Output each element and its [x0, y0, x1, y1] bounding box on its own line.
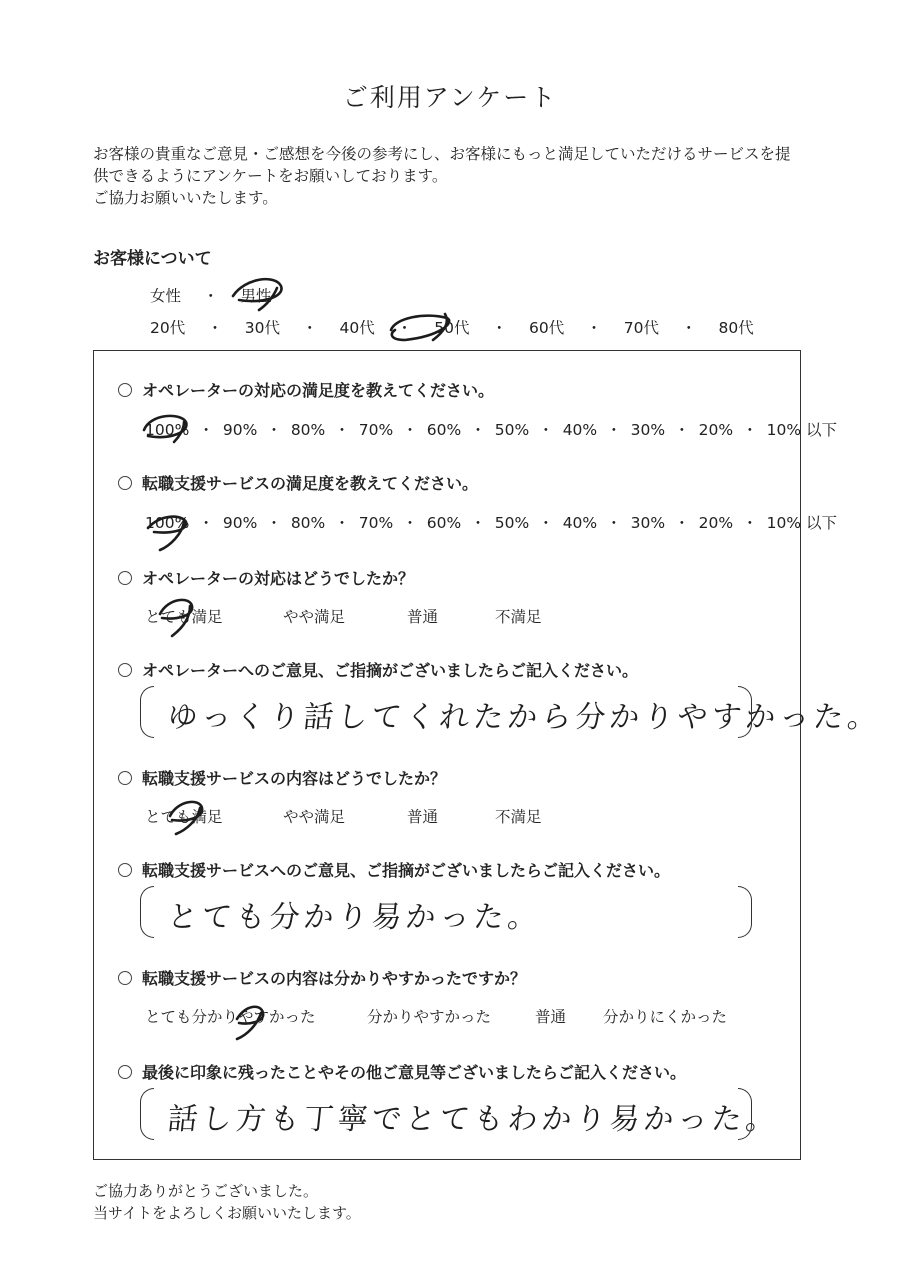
separator: ・ [198, 514, 214, 532]
circle-bullet-icon [118, 476, 132, 490]
circle-bullet-icon [118, 971, 132, 985]
question-text: オペレーターの対応の満足度を教えてください。 [142, 381, 495, 400]
percent-options-q1 [145, 418, 837, 440]
percent-option[interactable]: 10% 以下 [766, 514, 837, 532]
separator: ・ [334, 514, 350, 532]
satisfaction-option[interactable]: とても満足 [145, 608, 223, 626]
question-text: オペレーターへのご意見、ご指摘がございましたらご記入ください。 [142, 661, 639, 680]
percent-option[interactable]: 50% [494, 421, 530, 439]
separator: ・ [301, 319, 318, 337]
clarity-option[interactable]: とても分かりやすかった [145, 1008, 316, 1026]
satisfaction-options-q3 [145, 605, 745, 627]
right-bracket [738, 886, 752, 938]
right-bracket [738, 686, 752, 738]
question-8 [118, 1060, 686, 1083]
age-option[interactable]: 20代 [150, 319, 186, 337]
percent-option[interactable]: 50% [494, 514, 530, 532]
separator: ・ [402, 421, 418, 439]
separator: ・ [680, 319, 697, 337]
age-option[interactable]: 70代 [623, 319, 659, 337]
age-option[interactable]: 30代 [244, 319, 280, 337]
right-bracket [738, 1088, 752, 1140]
separator: ・ [266, 514, 282, 532]
percent-option[interactable]: 40% [562, 514, 598, 532]
percent-option[interactable]: 70% [358, 514, 394, 532]
left-bracket [140, 686, 154, 738]
separator: ・ [266, 421, 282, 439]
percent-option[interactable]: 30% [630, 514, 666, 532]
question-text: 転職支援サービスへのご意見、ご指摘がございましたらご記入ください。 [142, 861, 671, 880]
separator: ・ [470, 421, 486, 439]
answer-box-q6[interactable] [140, 886, 752, 938]
satisfaction-options-q5 [145, 805, 745, 827]
separator: ・ [742, 514, 758, 532]
answer-box-q8[interactable] [140, 1088, 782, 1140]
left-bracket [140, 1088, 154, 1140]
circle-bullet-icon [118, 383, 132, 397]
percent-option[interactable]: 80% [290, 421, 326, 439]
question-5 [118, 766, 446, 789]
age-option[interactable]: 40代 [339, 319, 375, 337]
separator: ・ [396, 319, 413, 337]
separator: ・ [606, 514, 622, 532]
separator: ・ [674, 421, 690, 439]
handwritten-answer: ゆっくり話してくれたから分かりやすかった。 [165, 700, 884, 735]
age-option[interactable]: 50代 [434, 319, 470, 337]
satisfaction-option[interactable]: 不満足 [495, 808, 542, 826]
question-text: 転職支援サービスの内容は分かりやすかったですか？ [142, 969, 527, 988]
percent-option[interactable]: 10% 以下 [766, 421, 837, 439]
closing-text [93, 1180, 361, 1224]
closing-line: 当サイトをよろしくお願いいたします。 [93, 1204, 361, 1222]
question-4 [118, 658, 638, 681]
separator: ・ [606, 421, 622, 439]
percent-option[interactable]: 80% [290, 514, 326, 532]
satisfaction-option[interactable]: やや満足 [283, 808, 346, 826]
closing-line: ご協力ありがとうございました。 [93, 1182, 319, 1200]
left-bracket [140, 886, 154, 938]
satisfaction-option[interactable]: 普通 [407, 608, 439, 626]
handwritten-answer: 話し方も丁寧でとてもわかり易かった。 [165, 1102, 782, 1137]
intro-line: 供できるようにアンケートをお願いしております。 [93, 167, 448, 185]
answer-box-q4[interactable] [140, 686, 884, 738]
separator: ・ [674, 514, 690, 532]
separator: ・ [207, 319, 223, 337]
age-option[interactable]: 80代 [718, 319, 754, 337]
percent-option[interactable]: 70% [358, 421, 394, 439]
satisfaction-option[interactable]: とても満足 [145, 808, 223, 826]
percent-option[interactable]: 60% [426, 421, 462, 439]
question-1 [118, 378, 494, 401]
satisfaction-option[interactable]: やや満足 [283, 608, 346, 626]
circle-bullet-icon [118, 1065, 132, 1079]
gender-option-male[interactable]: 男性 [240, 287, 272, 305]
separator: ・ [203, 287, 219, 305]
question-6 [118, 858, 670, 881]
percent-option[interactable]: 100% [145, 421, 190, 439]
gender-options [150, 284, 272, 306]
clarity-option[interactable]: 分かりにくかった [603, 1008, 728, 1026]
separator: ・ [491, 319, 507, 337]
separator: ・ [334, 421, 350, 439]
age-option[interactable]: 60代 [529, 319, 565, 337]
clarity-option[interactable]: 普通 [535, 1008, 567, 1026]
separator: ・ [586, 319, 602, 337]
separator: ・ [538, 421, 554, 439]
clarity-option[interactable]: 分かりやすかった [367, 1008, 492, 1026]
age-options [150, 316, 754, 338]
question-text: オペレーターの対応はどうでしたか？ [142, 569, 415, 588]
satisfaction-option[interactable]: 普通 [407, 808, 439, 826]
percent-options-q2 [145, 511, 837, 533]
separator: ・ [402, 514, 418, 532]
circle-bullet-icon [118, 771, 132, 785]
gender-option-female[interactable]: 女性 [150, 287, 182, 305]
separator: ・ [198, 421, 214, 439]
intro-line: ご協力お願いいたします。 [93, 189, 278, 207]
question-text: 転職支援サービスの満足度を教えてください。 [142, 474, 479, 493]
circle-bullet-icon [118, 663, 132, 677]
question-text: 最後に印象に残ったことやその他ご意見等ございましたらご記入ください。 [142, 1063, 687, 1082]
survey-title: ご利用アンケート [342, 83, 558, 112]
percent-option[interactable]: 20% [698, 514, 734, 532]
question-7 [118, 966, 526, 989]
percent-option[interactable]: 100% [145, 514, 190, 532]
question-2 [118, 471, 478, 494]
percent-option[interactable]: 20% [698, 421, 734, 439]
intro-text [93, 143, 813, 209]
intro-line: お客様の貴重なご意見・ご感想を今後の参考にし、お客様にもっと満足していただけるサービスを提 [93, 145, 791, 163]
separator: ・ [742, 421, 758, 439]
handwritten-answer: とても分かり易かった。 [165, 900, 544, 935]
separator: ・ [538, 514, 554, 532]
percent-option[interactable]: 60% [426, 514, 462, 532]
percent-option[interactable]: 90% [222, 514, 258, 532]
about-heading: お客様について [93, 249, 212, 269]
question-3 [118, 566, 414, 589]
clarity-options-q7 [145, 1005, 765, 1027]
percent-option[interactable]: 30% [630, 421, 666, 439]
satisfaction-option[interactable]: 不満足 [495, 608, 542, 626]
percent-option[interactable]: 40% [562, 421, 598, 439]
percent-option[interactable]: 90% [222, 421, 258, 439]
circle-bullet-icon [118, 571, 132, 585]
circle-bullet-icon [118, 863, 132, 877]
question-text: 転職支援サービスの内容はどうでしたか？ [142, 769, 447, 788]
separator: ・ [470, 514, 486, 532]
